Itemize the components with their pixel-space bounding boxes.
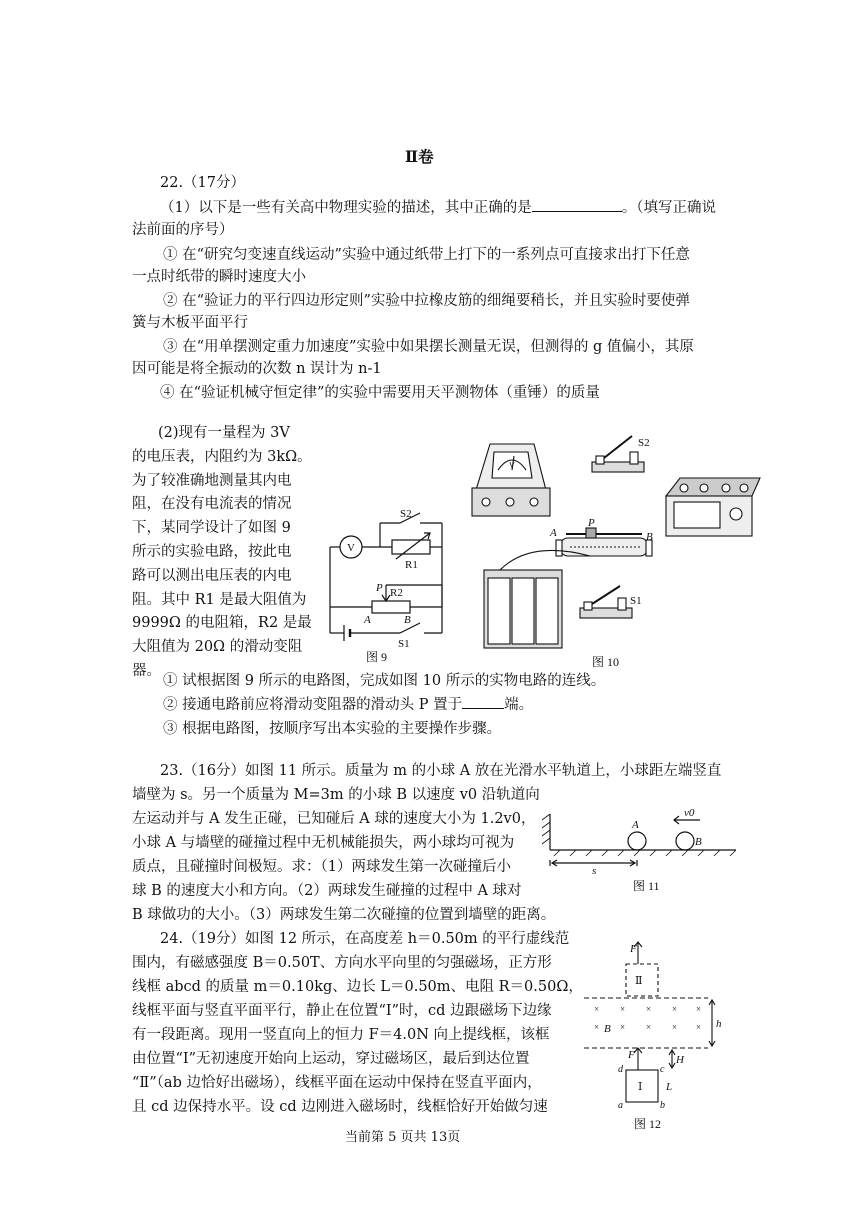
switch-s2-device: [592, 436, 644, 472]
fig12-caption: 图 12: [634, 1117, 662, 1131]
fig9-label-r2: R2: [390, 587, 403, 599]
fig10-label-s1: S1: [630, 595, 642, 607]
q22-option4: ④ 在“验证机械守恒定律”的实验中需要用天平测物体（重锤）的质量: [160, 385, 600, 401]
q22-part2-text: (2)现有一量程为 3V 的电压表，内阻约为 3kΩ。 为了较准确地测量其内电 阻，在没有电流表的情况 下，某同学设计了如图 9 所示的实验电路，按此电 路可以测出电压表的内电 阻。其中 R1 是最大阻值为 9999Ω 的电阻箱，R2 是最 大阻值为 20Ω 的滑动变阻 器。: [132, 425, 312, 679]
fig10-label-v: V: [509, 461, 515, 470]
figure-12-magnetic-field: [580, 936, 730, 1136]
q24-line4: 线框平面与竖直平面平行，静止在位置“I”时，cd 边跟磁场下边缘: [132, 1003, 552, 1019]
q24-line6: 由位置“Ⅰ”无初速度开始向上运动，穿过磁场区，最后到达位置: [132, 1051, 530, 1067]
q22-option1-line2: 一点时纸带的瞬时速度大小: [132, 269, 306, 285]
fig9-label-b: B: [404, 614, 411, 626]
fig12-label-d: d: [618, 1064, 623, 1075]
q22-sub3: ③ 根据电路图，按顺序写出本实验的主要操作步骤。: [163, 721, 502, 737]
q22-option2-line1: ② 在“验证力的平行四边形定则”实验中拉橡皮筋的细绳要稍长，并且实验时要使弹: [163, 293, 690, 309]
fig10-label-s2: S2: [638, 437, 650, 449]
fig10-caption: 图 10: [592, 655, 620, 669]
voltmeter-device: [472, 444, 550, 516]
q22-part1-line1: （1）以下是一些有关高中物理实验的描述，其中正确的是 。（填写正确说: [160, 197, 716, 219]
q22-option3-line2: 因可能是将全振动的次数 n 误计为 n-1: [132, 361, 382, 377]
q24-line8: 且 cd 边保持水平。设 cd 边刚进入磁场时，线框恰好开始做匀速: [132, 1099, 548, 1115]
svg-text:×: ×: [594, 1022, 600, 1032]
q23-line3: 左运动并与 A 发生正碰，已知碰后 A 球的速度大小为 1.2v0，: [132, 811, 536, 827]
fig11-label-b: B: [695, 836, 702, 848]
fig12-label-h: h: [716, 1018, 722, 1030]
svg-text:×: ×: [620, 1022, 626, 1032]
fig11-caption: 图 11: [633, 879, 660, 893]
svg-text:×: ×: [646, 1022, 652, 1032]
q22-sub1: ① 试根据图 9 所示的电路图，完成如图 10 所示的实物电路的连线。: [163, 673, 606, 689]
svg-text:×: ×: [672, 1004, 678, 1014]
fig12-label-i: Ⅰ: [638, 1081, 643, 1093]
battery-device: [484, 550, 590, 648]
fig11-label-v0: v0: [684, 807, 695, 819]
q22-option2-line2: 簧与木板平面平行: [132, 315, 248, 331]
q24-line5: 有一段距离。现用一竖直向上的恒力 F＝4.0N 向上提线框，该框: [132, 1027, 550, 1043]
q24-line7: “Ⅱ”（ab 边恰好出磁场），线框平面在运动中保持在竖直平面内，: [132, 1075, 542, 1091]
ball-b: [676, 832, 694, 850]
q23-line4: 小球 A 与墙壁的碰撞过程中无机械能损失，两小球均可视为: [132, 835, 515, 851]
q22-option3-line1: ③ 在“用单摆测定重力加速度”实验中如果摆长测量无误，但测得的 g 值偏小，其原: [163, 339, 694, 355]
figure-9-circuit: [320, 495, 460, 665]
figure-10-apparatus: [470, 430, 770, 670]
q23-line6: 球 B 的速度大小和方向。（2）两球发生碰撞的过程中 A 球对: [132, 883, 522, 899]
fig12-label-c: c: [660, 1064, 665, 1075]
q23-line7: B 球做功的大小。（3）两球发生第二次碰撞的位置到墙壁的距离。: [132, 907, 556, 923]
figure-11-collision: [540, 806, 740, 896]
svg-text:×: ×: [620, 1004, 626, 1014]
q24-line1: 24.（19分）如图 12 所示，在高度差 h＝0.50m 的平行虚线范: [160, 931, 570, 947]
fig12-label-f-bottom: F: [628, 1049, 635, 1061]
fig12-label-l: L: [666, 1081, 673, 1093]
fig9-label-s1: S1: [398, 638, 410, 650]
svg-text:×: ×: [696, 1004, 702, 1014]
fig12-label-H: H: [676, 1054, 684, 1066]
fig12-label-b-corner: b: [660, 1100, 665, 1111]
fig11-label-a: A: [632, 819, 639, 831]
fig10-label-b: B: [646, 531, 653, 543]
fig9-label-r1: R1: [405, 559, 418, 571]
fig9-label-p: P: [376, 582, 383, 594]
q22-option1-line1: ① 在“研究匀变速直线运动”实验中通过纸带上打下的一系列点可直接求出打下任意: [163, 247, 690, 263]
fig9-label-v: V: [347, 542, 355, 554]
ball-a: [628, 832, 646, 850]
svg-text:×: ×: [696, 1022, 702, 1032]
q24-line3: 线框 abcd 的质量 m＝0.10kg、边长 L＝0.50m、电阻 R＝0.50Ω，: [132, 979, 583, 995]
fig9-caption: 图 9: [366, 650, 388, 664]
q23-line5: 质点，且碰撞时间极短。求：（1）两球发生第一次碰撞后小: [132, 859, 511, 875]
q24-line2: 围内，有磁感强度 B＝0.50T、方向水平向里的匀强磁场，正方形: [132, 955, 552, 971]
q23-line1: 23.（16分）如图 11 所示。质量为 m 的小球 A 放在光滑水平轨道上，小球距左端竖直: [160, 763, 722, 779]
fig12-label-b: B: [604, 1023, 611, 1035]
q22-part1-line2: 法前面的序号）: [132, 222, 234, 238]
svg-text:×: ×: [646, 1004, 652, 1014]
rheostat-r2: [372, 601, 410, 613]
fig9-label-a: A: [364, 614, 371, 626]
fig10-label-p: P: [588, 517, 595, 529]
fig12-label-ii: Ⅱ: [635, 975, 643, 987]
resistance-box-device: [666, 478, 760, 536]
q22-sub2: ② 接通电路前应将滑动变阻器的滑动头 P 置于 端。: [163, 694, 533, 716]
fig12-label-a: a: [618, 1100, 623, 1111]
q22-header: 22.（17分）: [160, 175, 246, 191]
fig9-label-s2: S2: [400, 508, 412, 520]
q23-line2: 墙壁为 s。另一个质量为 M=3m 的小球 B 以速度 v0 沿轨道向: [132, 787, 540, 803]
section-title: Ⅱ卷: [405, 147, 434, 166]
fig10-label-a: A: [550, 527, 557, 539]
svg-text:×: ×: [594, 1004, 600, 1014]
svg-text:×: ×: [672, 1022, 678, 1032]
page-footer: 当前第 5 页共 13页: [345, 1130, 461, 1145]
fig11-label-s: s: [592, 865, 597, 877]
fig12-label-f-top: F: [630, 943, 637, 955]
switch-s1-device: [580, 586, 632, 618]
